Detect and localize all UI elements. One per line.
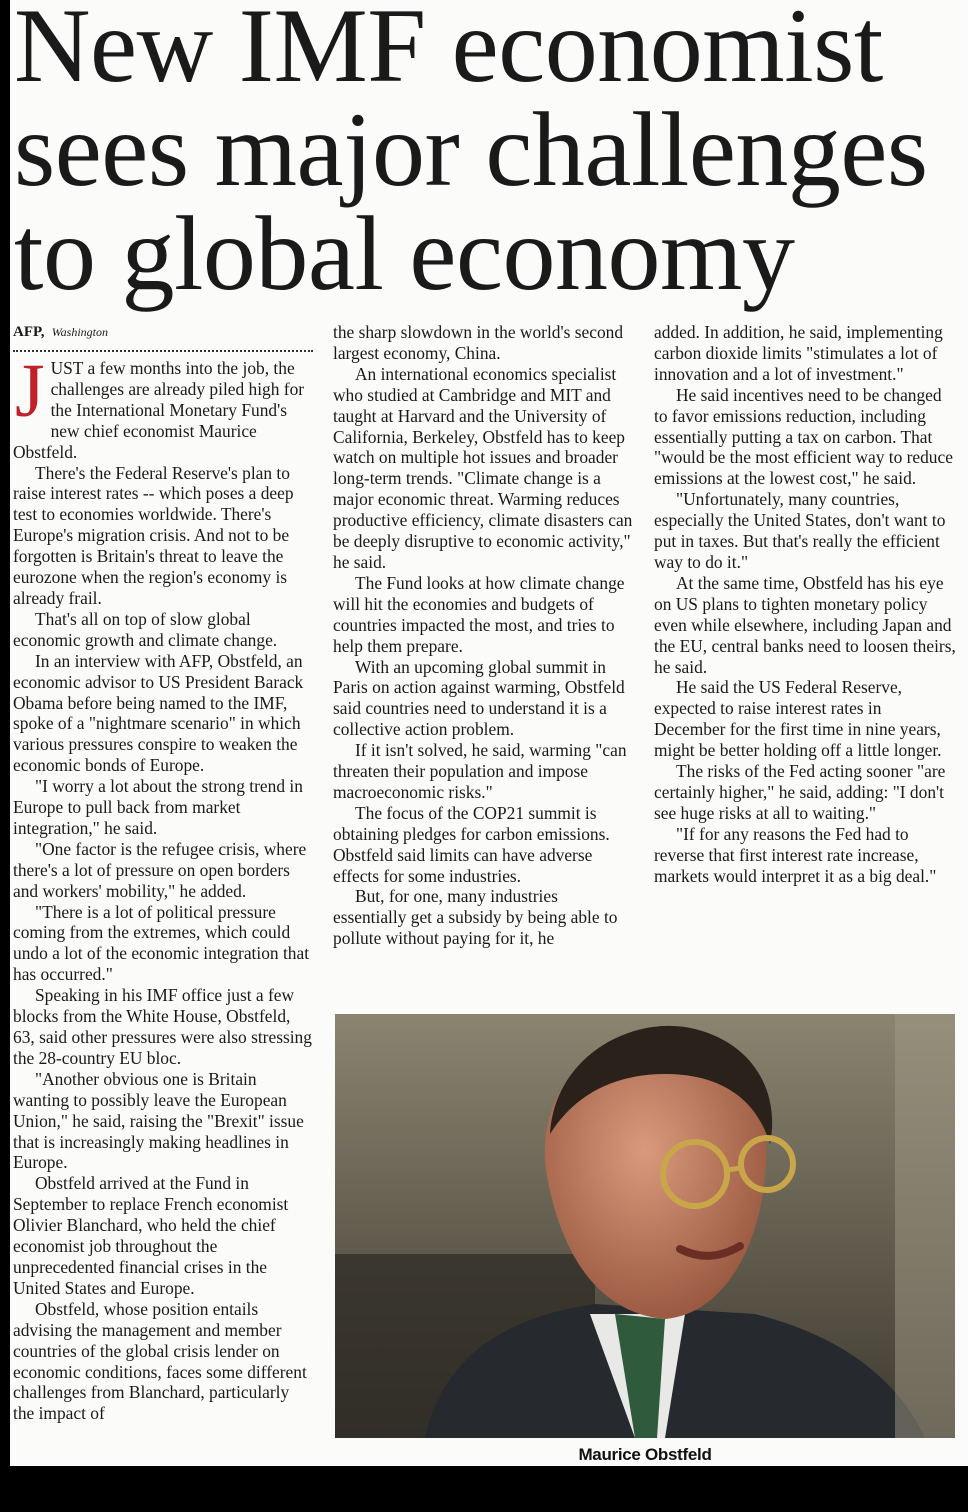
portrait-photo xyxy=(335,1014,955,1438)
article-column-1 xyxy=(13,322,313,1424)
newspaper-page xyxy=(10,0,968,1466)
photo-caption: Maurice Obstfeld xyxy=(578,1445,712,1464)
paragraph: He said incentives need to be changed to favor emissions reduction, including essentially putting a tax on carbon. That "would be the most efficient way to reduce emissions at the lowest cost," he said. xyxy=(654,384,953,489)
paragraph: The risks of the Fed acting sooner "are certainly higher," he said, adding: "I don't see huge risks at all to waiting." xyxy=(654,761,946,823)
paragraph: "Another obvious one is Britain wanting to possibly leave the European Union," he said, raising the "Brexit" issue that is increasingly making headlines in Europe. xyxy=(13,1068,304,1173)
paragraph: Obstfeld, whose position entails advising the management and member countries of the global crisis lender on economic conditions, faces some different challenges from Blanchard, particularly the impact of xyxy=(13,1298,307,1424)
drop-cap: J xyxy=(15,349,45,433)
paragraph: With an upcoming global summit in Paris on action against warming, Obstfeld said countries need to understand it is a collective action problem. xyxy=(333,656,625,740)
paragraph: There's the Federal Reserve's plan to raise interest rates -- which poses a deep test to economies worldwide. There's Europe's migration crisis. And not to be forgotten is Britain's threat to leave the eurozone when the region's economy is already frail. xyxy=(13,462,294,608)
paragraph: The Fund looks at how climate change will hit the economies and budgets of countries impacted the most, and tries to help them prepare. xyxy=(333,572,625,656)
paragraph: the sharp slowdown in the world's second largest economy, China. xyxy=(333,322,624,363)
paragraph: Obstfeld arrived at the Fund in September to replace French economist Olivier Blanchard, who held the chief economist job throughout the unprecedented financial crises in the United States and Europe. xyxy=(13,1173,289,1298)
paragraph: In an interview with AFP, Obstfeld, an economic advisor to US President Barack Obama before being named to the IMF, spoke of a "nightmare scenario" in which various pressures conspire to weaken the economic bonds of Europe. xyxy=(13,650,304,776)
paragraph: "Unfortunately, many countries, especially the United States, don't want to put in taxes. But that's really the efficient way to do it." xyxy=(654,489,946,572)
paragraph: added. In addition, he said, implementing carbon dioxide limits "stimulates a lot of innovation and a lot of investment." xyxy=(654,322,943,384)
paragraph: He said the US Federal Reserve, expected to raise interest rates in December for the first time in nine years, might be better holding off a little longer. xyxy=(654,677,942,761)
paragraph-text: UST a few months into the job, the challenges are already piled high for the International Monetary Fund's new chief economist Maurice Obstfeld. xyxy=(13,358,305,462)
byline xyxy=(13,322,313,342)
paragraph: The focus of the COP21 summit is obtaining pledges for carbon emissions. Obstfeld said limits can have adverse effects for some industries. xyxy=(333,802,610,886)
paragraph: An international economics specialist who studied at Cambridge and MIT and taught at Harvard and the University of California, Berkeley, Obstfeld has to keep watch on multiple hot issues and broader long-term trends. "Climate change is a major economic threat. Warming reduces productive efficiency, climate disasters can be deeply disruptive to economic activity," he said. xyxy=(333,363,633,572)
paragraph: But, for one, many industries essentially get a subsidy by being able to pollute without paying for it, he xyxy=(333,886,618,949)
byline-location: Washington xyxy=(51,325,109,339)
portrait-illustration xyxy=(335,1014,955,1438)
byline-agency: AFP, xyxy=(13,324,45,340)
paragraph: "There is a lot of political pressure coming from the extremes, which could undo a lot of the economic integration that has occurred." xyxy=(13,901,310,985)
paragraph: If it isn't solved, he said, warming "can threaten their population and impose macroeconomic risks." xyxy=(333,740,627,802)
paragraph: That's all on top of slow global economic growth and climate change. xyxy=(13,608,278,650)
headline-line: to global economy xyxy=(14,195,795,312)
dotted-divider xyxy=(13,350,313,352)
paragraph: At the same time, Obstfeld has his eye on US plans to tighten monetary policy even while elsewhere, including Japan and the EU, central banks need to loosen theirs, he said. xyxy=(654,572,956,677)
lead-paragraph xyxy=(13,349,313,463)
paragraph: "If for any reasons the Fed had to reverse that first interest rate increase, markets would interpret it as a big deal." xyxy=(654,823,937,886)
paragraph: Speaking in his IMF office just a few blocks from the White House, Obstfeld, 63, said other pressures were also stressing the 28-country EU bloc. xyxy=(13,985,312,1068)
paragraph: "One factor is the refugee crisis, where there's a lot of pressure on open borders and workers' mobility," he added. xyxy=(13,838,307,901)
article-column-3 xyxy=(654,322,956,886)
headline-line: New IMF economist xyxy=(14,0,883,104)
article-column-2 xyxy=(333,322,633,949)
paragraph: "I worry a lot about the strong trend in Europe to pull back from market integration," he said. xyxy=(13,776,303,838)
headline xyxy=(14,0,964,312)
headline-line: sees major challenges xyxy=(14,91,928,208)
